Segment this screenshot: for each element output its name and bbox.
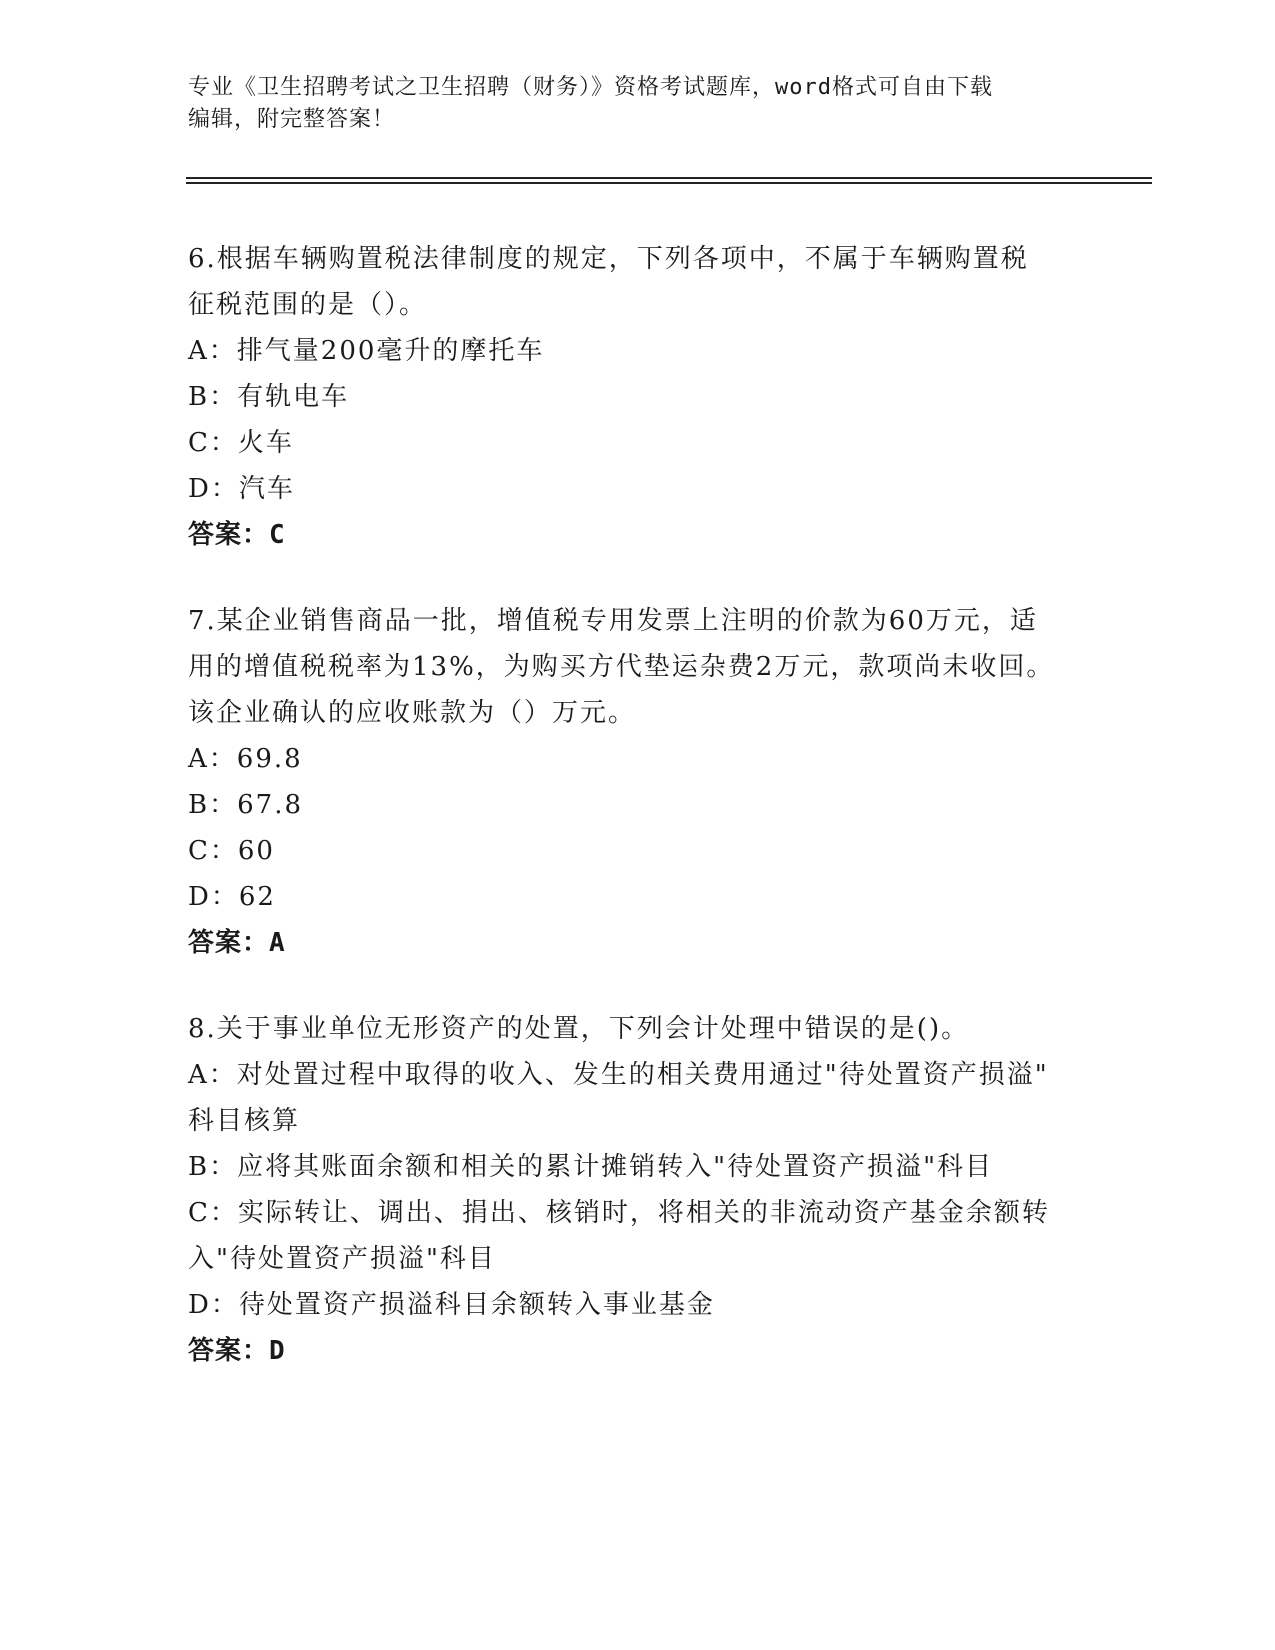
header-divider-top <box>186 177 1152 179</box>
option-b: B：67.8 <box>188 790 303 820</box>
option-c-continued: 入"待处置资产损溢"科目 <box>188 1244 496 1274</box>
question-stem: 征税范围的是（）。 <box>188 290 428 320</box>
option-a: A：排气量200毫升的摩托车 <box>188 336 545 366</box>
option-d: D：62 <box>188 882 276 912</box>
option-b: B：应将其账面余额和相关的累计摊销转入"待处置资产损溢"科目 <box>188 1152 994 1182</box>
option-c: C：实际转让、调出、捐出、核销时，将相关的非流动资产基金余额转 <box>188 1198 1050 1228</box>
answer: 答案：D <box>188 1336 286 1366</box>
answer: 答案：C <box>188 520 286 550</box>
option-a: A：对处置过程中取得的收入、发生的相关费用通过"待处置资产损溢" <box>188 1060 1049 1090</box>
header-line-1: 专业《卫生招聘考试之卫生招聘（财务）》资格考试题库，word格式可自由下载 <box>188 75 993 100</box>
option-c: C：60 <box>188 836 275 866</box>
question-8 <box>188 1006 1088 1374</box>
question-list <box>188 236 1088 1414</box>
answer: 答案：A <box>188 928 286 958</box>
question-stem: 7.某企业销售商品一批，增值税专用发票上注明的价款为60万元，适 <box>188 606 1038 636</box>
question-stem: 用的增值税税率为13%，为购买方代垫运杂费2万元，款项尚未收回。 <box>188 652 1055 682</box>
question-stem: 6.根据车辆购置税法律制度的规定，下列各项中，不属于车辆购置税 <box>188 244 1029 274</box>
option-a: A：69.8 <box>188 744 303 774</box>
question-stem: 8.关于事业单位无形资产的处置，下列会计处理中错误的是()。 <box>188 1014 970 1044</box>
header-line-2: 编辑，附完整答案！ <box>188 107 396 132</box>
option-a-continued: 科目核算 <box>188 1106 301 1136</box>
question-stem: 该企业确认的应收账款为（）万元。 <box>188 698 637 728</box>
header-divider-bottom <box>186 182 1152 184</box>
question-7 <box>188 598 1088 966</box>
option-d: D：待处置资产损溢科目余额转入事业基金 <box>188 1290 715 1320</box>
option-c: C：火车 <box>188 428 294 458</box>
option-d: D：汽车 <box>188 474 295 504</box>
option-b: B：有轨电车 <box>188 382 350 412</box>
document-header <box>188 72 1088 136</box>
question-6 <box>188 236 1088 558</box>
